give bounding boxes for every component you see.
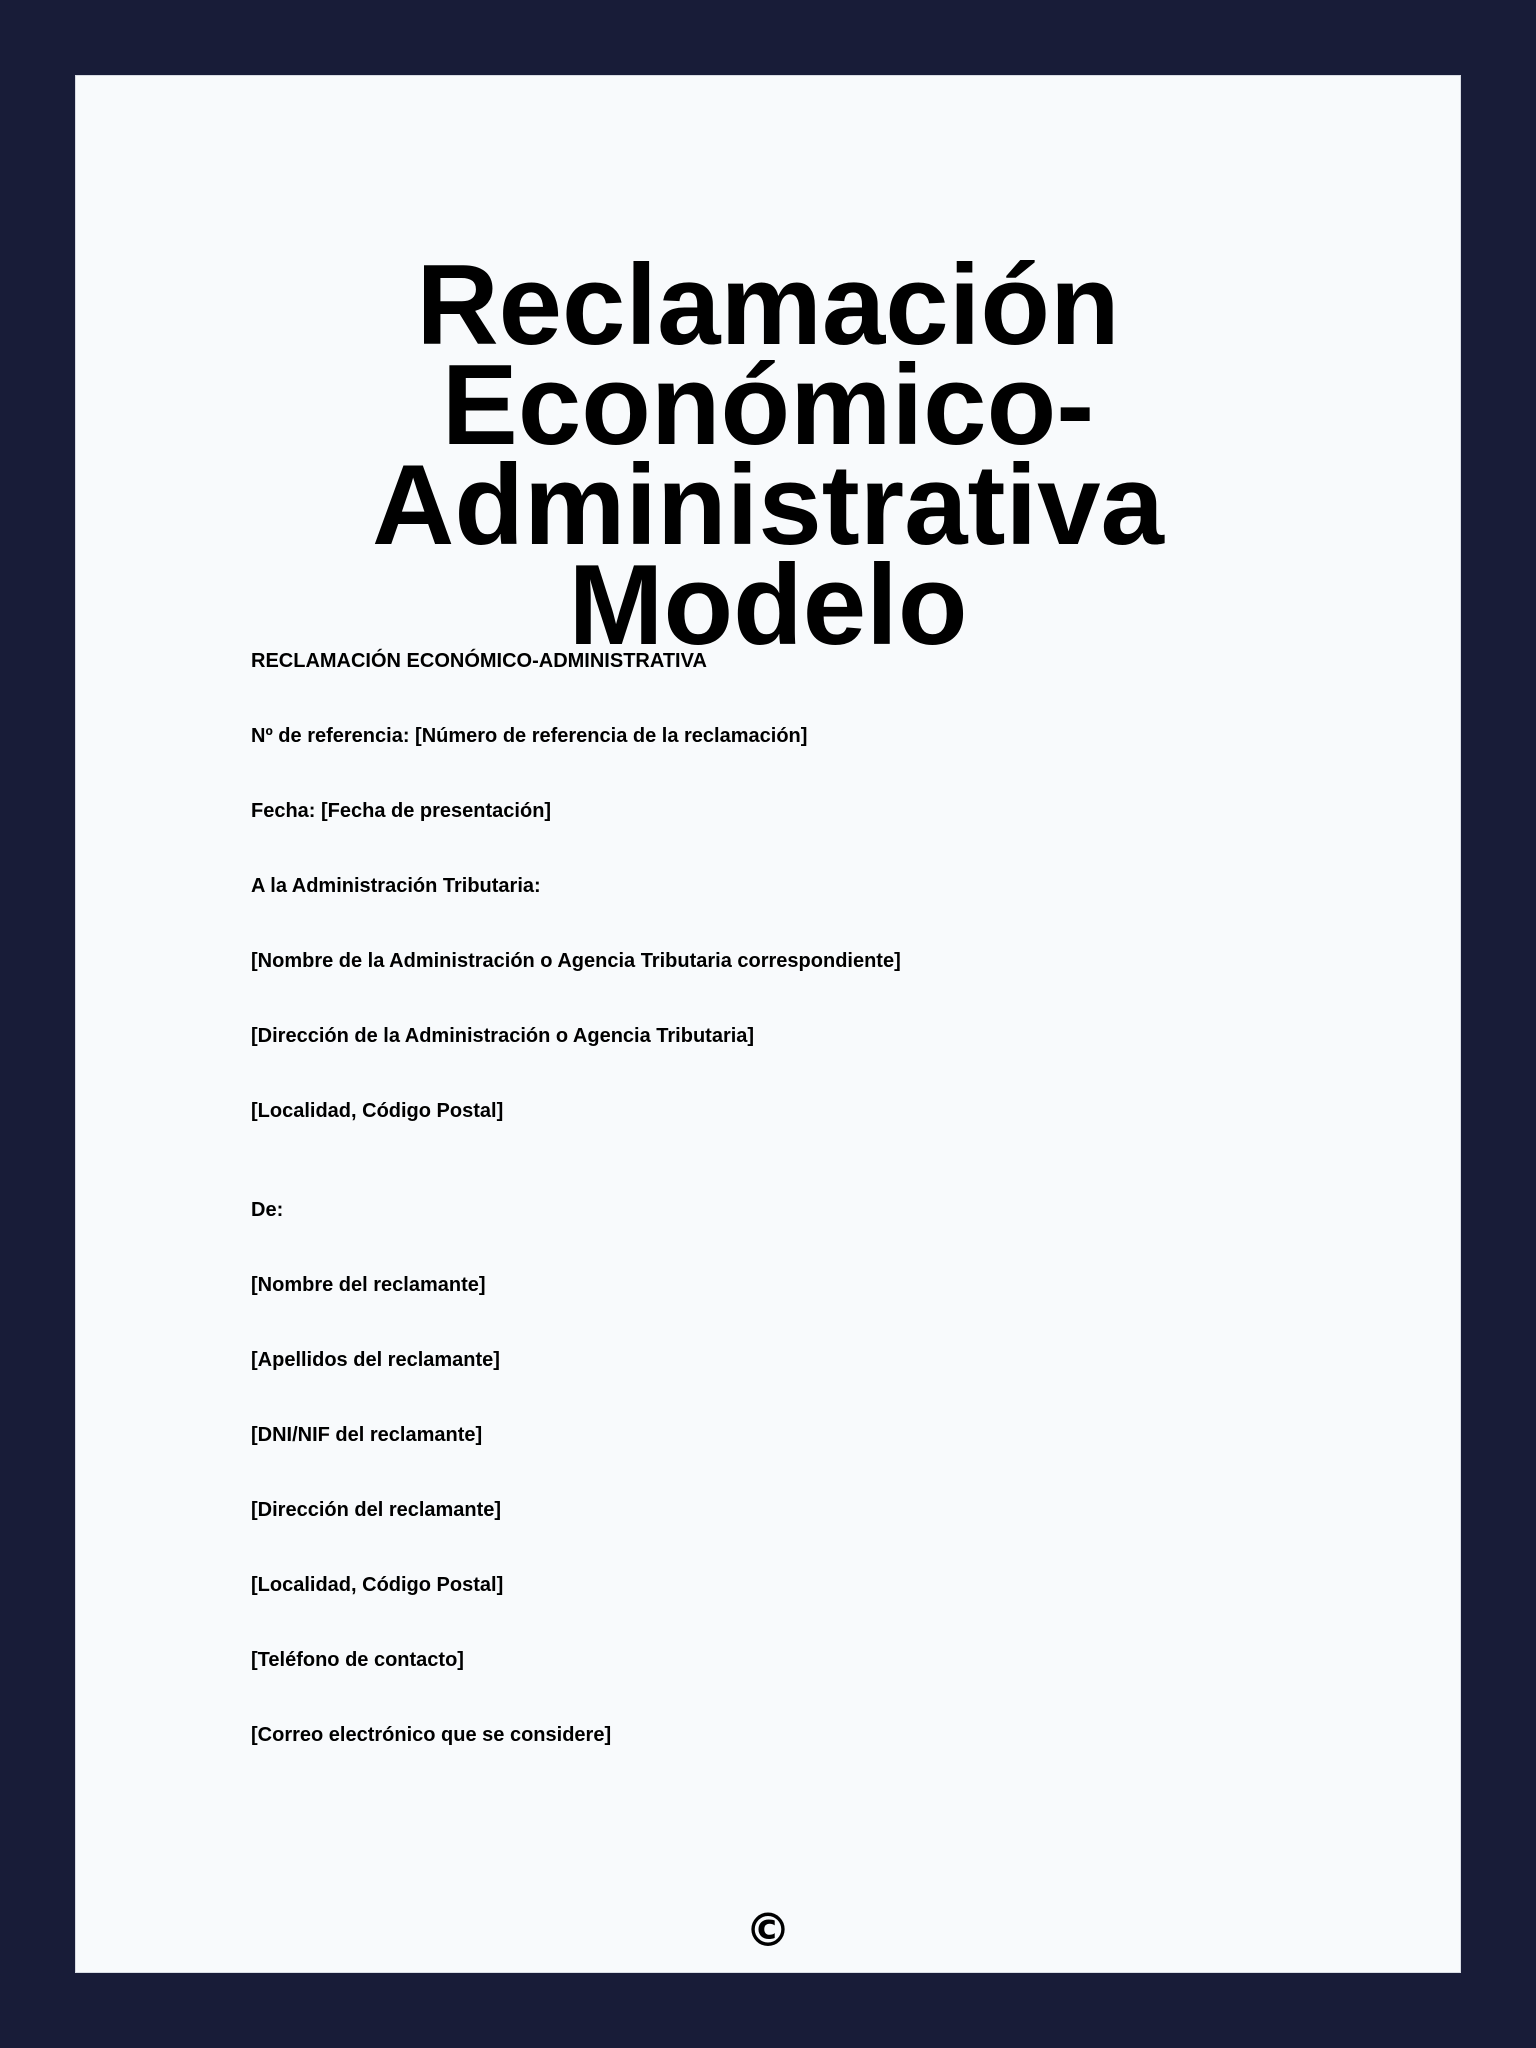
recipient-locality-line: [Localidad, Código Postal] (251, 1100, 504, 1122)
sender-locality-line: [Localidad, Código Postal] (251, 1574, 504, 1596)
copyright-icon: © (745, 1903, 791, 1957)
sender-label-line: De: (251, 1199, 284, 1221)
sender-address-line: [Dirección del reclamante] (251, 1499, 502, 1521)
recipient-name-line: [Nombre de la Administración o Agencia Tributaria correspondiente] (251, 950, 901, 972)
recipient-address-line: [Dirección de la Administración o Agencia Tributaria] (251, 1025, 755, 1047)
document-title (76, 242, 1460, 669)
sender-phone-line: [Teléfono de contacto] (251, 1649, 464, 1671)
recipient-label-line: A la Administración Tributaria: (251, 875, 541, 897)
document-body (251, 649, 1351, 1798)
sender-id-line: [DNI/NIF del reclamante] (251, 1424, 483, 1446)
sender-name-line: [Nombre del reclamante] (251, 1274, 486, 1296)
title-line-1: Reclamación (416, 242, 1120, 369)
document-page (75, 75, 1461, 1973)
date-line: Fecha: [Fecha de presentación] (251, 800, 552, 822)
sender-email-line: [Correo electrónico que se considere] (251, 1724, 612, 1746)
heading-line: RECLAMACIÓN ECONÓMICO-ADMINISTRATIVA (251, 650, 707, 672)
sender-surname-line: [Apellidos del reclamante] (251, 1349, 500, 1371)
title-line-2: Económico-Administrativa (372, 342, 1164, 569)
reference-number-line: Nº de referencia: [Número de referencia de la reclamación] (251, 725, 808, 747)
title-line-3: Modelo (568, 542, 968, 669)
